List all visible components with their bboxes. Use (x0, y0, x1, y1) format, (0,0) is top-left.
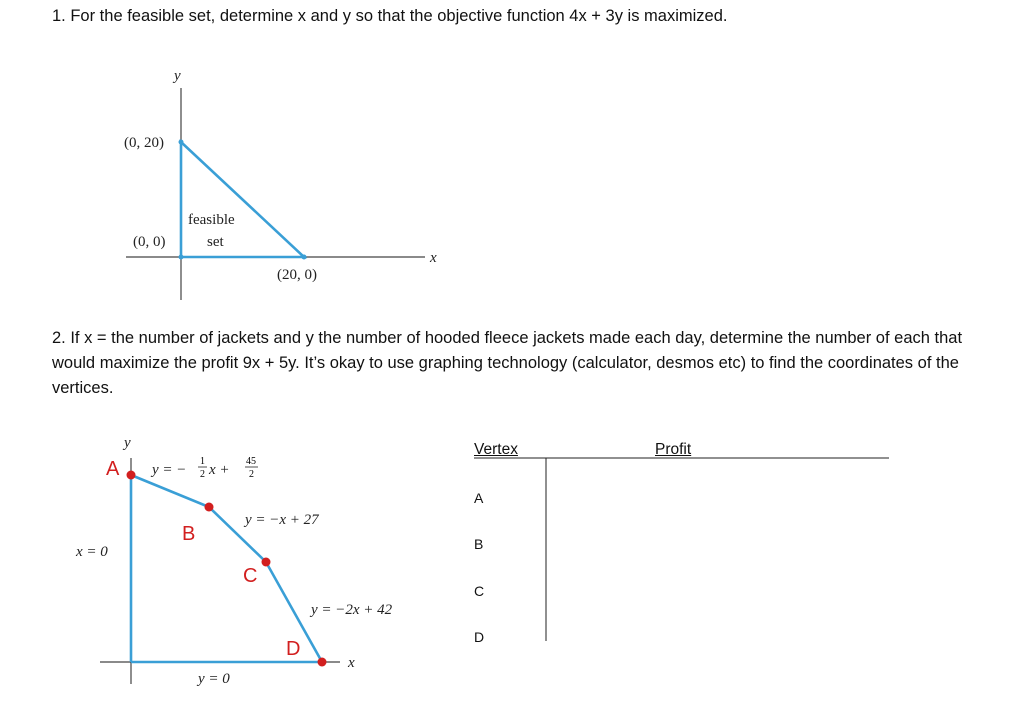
table-header-vertex: Vertex (474, 441, 518, 458)
equation-top-frac2-num: 45 (246, 456, 256, 467)
vertex-label-b: B (182, 523, 196, 545)
vertex-label-c: C (243, 565, 258, 587)
graph1-y-label: y (174, 68, 181, 84)
equation-top-prefix: y = − (152, 462, 187, 478)
equation-horizontal: y = 0 (198, 671, 230, 687)
table-header-profit: Profit (655, 441, 692, 458)
point-label-origin: (0, 0) (133, 234, 166, 250)
question-2-text: 2. If x = the number of jackets and y the number of hooded fleece jackets made each day, determine the number of each that would maximize the profit 9x + 5y. It’s okay to use graphing technology (calculator, desmos etc) to find the coordinates of the vertices. (52, 329, 963, 397)
graph2-x-label: x (348, 655, 355, 671)
region-label-line2: set (207, 234, 224, 250)
equation-top-frac1-den: 2 (200, 469, 205, 480)
equation-top-mid: x + (209, 462, 230, 478)
question-1-text: 1. For the feasible set, determine x and y so that the objective function 4x + 3y is maximized. (52, 7, 728, 25)
equation-top-frac2-den: 2 (249, 469, 254, 480)
table-row-c: C (474, 583, 485, 599)
table-row-a: A (474, 490, 484, 506)
graph2-y-label: y (124, 435, 131, 451)
equation-middle: y = −x + 27 (245, 512, 319, 528)
point-label-top: (0, 20) (124, 135, 164, 151)
table-row-b: B (474, 536, 484, 552)
point-label-right: (20, 0) (277, 267, 317, 283)
vertex-label-d: D (286, 638, 301, 660)
table-row-d: D (474, 629, 485, 645)
equation-vertical: x = 0 (76, 544, 108, 560)
equation-lower: y = −2x + 42 (311, 602, 393, 618)
graph1-x-label: x (430, 250, 437, 266)
region-label-line1: feasible (188, 212, 235, 228)
equation-top-frac1-num: 1 (200, 456, 205, 467)
vertex-label-a: A (106, 458, 120, 480)
